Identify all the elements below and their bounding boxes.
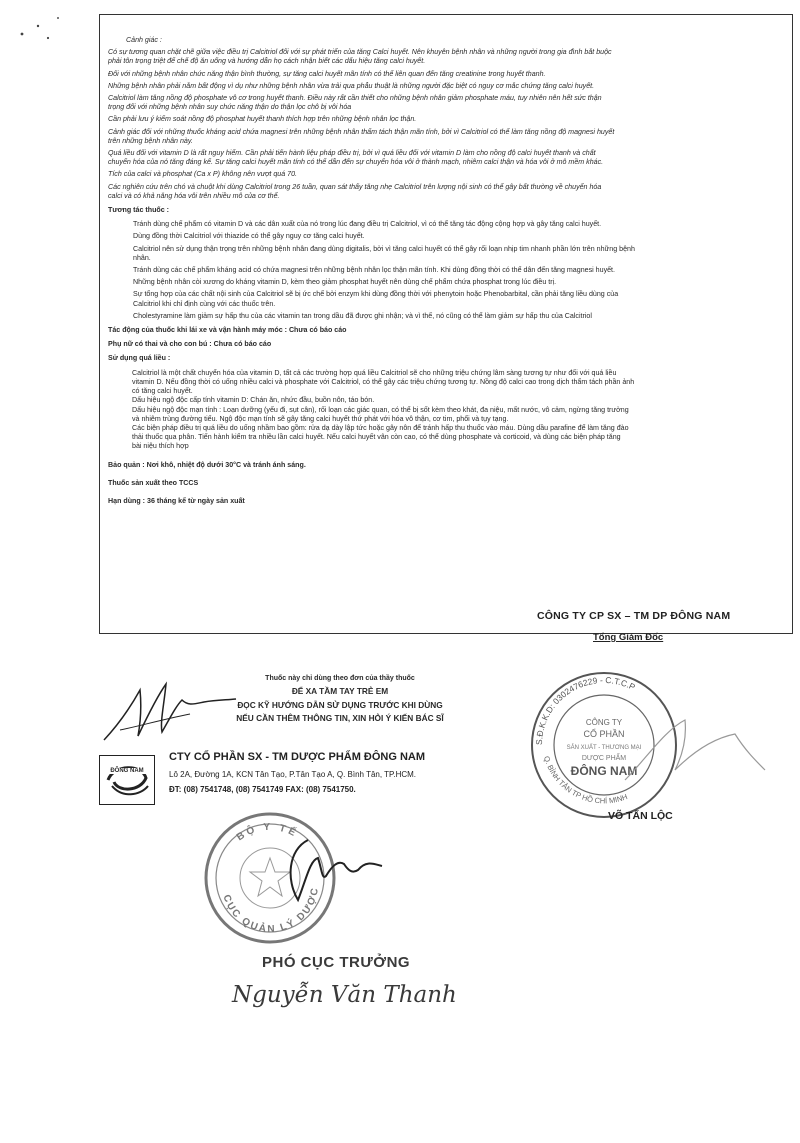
text-line: Đối với những bệnh nhân chức năng thận bình thường, sự tăng calci huyết mãn tính có thể liên quan đến tăng creatinine trong huyết thanh. [108,69,546,78]
warning-line: ĐỂ XA TẦM TAY TRẺ EM [291,686,389,696]
text-line: Tránh dùng chế phẩm có vitamin D và các dẫn xuất của nó trong lúc đang điều trị Calcitriol, vì có thể tăng tác động cộng hợp và gây tăng calci huyết. [133,220,602,229]
text-line: trên những bệnh nhân này. [108,136,193,145]
warning-line: ĐỌC KỸ HƯỚNG DẪN SỬ DỤNG TRƯỚC KHI DÙNG [237,699,443,710]
text-line: Những bệnh nhân còi xương do kháng vitamin D, kèm theo giảm phosphat huyết nên dùng chế phẩm chứa phosphat trong lúc điều trị. [133,278,557,287]
signature-right [615,700,775,790]
stamp-center-line: CÔNG TY [585,718,623,727]
text-line: chuyển hóa của nó tăng đáng kể. Sự tăng calci huyết mãn tính có thể dẫn đến sự chuyển hóa vôi ở thành mạch, nhiễm calci thận và hóa vôi ở mô mềm khác. [108,158,604,167]
text-line: nhân. [133,253,151,262]
text-line: thải thuốc qua phân. Tiến hành kiểm tra nhiều lần calci huyết. Nếu calci huyết vẫn còn cao, có thể dùng phosphate và corticoid, và dùng các biện pháp tăng [132,433,621,442]
company-name: CÔNG TY CP SX – TM DP ĐÔNG NAM [537,610,731,622]
text-line: Quá liều đối với vitamin D là rất nguy hiểm. Cần phải tiến hành liệu pháp điều trị, bởi vì quá liều đối với vitamin D làm cho nồng độ calci huyết thanh và chất [108,149,596,158]
text-line: Có sự tương quan chặt chẽ giữa việc điều trị Calcitriol đối với sự phát triển của tăng Calci huyết. Nên khuyên bệnh nhân và những người trong gia đình bắt buộc [108,48,612,57]
approver-signature [278,830,398,910]
stamp-center-line: SẢN XUẤT - THƯƠNG MẠI [566,745,642,751]
text-line: có tăng calci huyết. [132,387,193,396]
stamp-center-line: CỔ PHẦN [583,729,625,739]
section-driving: Tác động của thuốc khi lái xe và vận hành máy móc : Chưa có báo cáo [108,326,347,335]
text-line: Cảnh giác đối với những thuốc kháng acid chứa magnesi trên những bệnh nhân thẩm tách thận mãn tính, bởi vì Calcitriol có thể làm tăng nồng độ magnesi huyết [108,127,615,136]
section-heading-cautions: Cảnh giác : [126,36,162,44]
signer-name: VÕ TẤN LỘC [608,810,673,822]
stamp-bottom-text: CỤC QUẢN LÝ DƯỢC [220,885,322,936]
section-heading-overdose: Sử dụng quá liều : [108,354,171,363]
manufacturer-contact: ĐT: (08) 7541748, (08) 7541749 FAX: (08) 7541750. [169,785,356,794]
section-storage: Bảo quản : Nơi khô, nhiệt độ dưới 30°C và tránh ánh sáng. [108,460,306,469]
signature-left [100,670,240,750]
prescription-note: Thuốc này chỉ dùng theo đơn của thầy thuốc [265,675,415,682]
company-logo [99,755,155,805]
text-line: Sự tổng hợp của các chất nội sinh của Calcitriol sẽ bị ức chế bởi enzym khi dùng đồng thời với phenytoin hoặc Phenobarbital, cần phải tăng liều dùng của [133,290,619,299]
text-line: Calcitriol khi chỉ định cùng với các thuốc trên. [133,299,276,308]
warning-block [200,673,480,726]
approver-name: Nguyễn Văn Thanh [232,982,457,1008]
manufacturer-address: Lô 2A, Đường 1A, KCN Tân Tạo, P.Tân Tạo A, Q. Bình Tân, TP.HCM. [169,770,417,779]
logo-text: ĐÔNG NAM [102,768,152,774]
text-line: Cholestyramine làm giảm sự hấp thu của các vitamin tan trong dầu đã được ghi nhận; và vì thế, nó cũng có thể làm giảm sự hấp thu của Calcitriol [133,311,592,320]
text-line: Dấu hiệu ngộ độc cấp tính vitamin D: Chán ăn, nhức đầu, buồn nôn, táo bón. [132,396,375,405]
text-line: bài niệu thích hợp [132,442,189,451]
section-pregnancy: Phụ nữ có thai và cho con bú : Chưa có báo cáo [108,340,272,349]
stamp-ring-text: S.Đ.K.K.D: 0302476229 - C.T.C.P [533,674,637,746]
scan-specks [14,8,74,48]
text-line: Các biện pháp điều trị quá liều do uống nhầm bao gồm: rửa dạ dày lập tức hoặc gây nôn để tránh hấp thu thuốc vào máu. Dùng dầu parafine để làm tăng đào [132,423,629,432]
leaflet-body [108,36,784,506]
warning-line: NẾU CẦN THÊM THÔNG TIN, XIN HỎI Ý KIẾN BÁC SĨ [236,713,444,723]
text-line: vitamin D. Nếu đồng thời có uống nhiều calci và phosphate với Calcitriol, có thể gây các triệu chứng tương tự. Nồng độ calci cao trong dịch thẩm tách phần ảnh [132,377,635,386]
text-line: Calcitriol nên sử dụng thận trọng trên những bệnh nhân đang dùng digitalis, bởi vì tăng calci huyết có thể gây rối loạn nhịp tim nhanh phần lớn trên những bệnh [133,244,635,253]
text-line: Calcitriol làm tăng nồng độ phosphate vô cơ trong huyết thanh. Điều này rất cần thiết cho những bệnh nhân giảm phosphate máu, tuy nhiên nên hết sức thận [108,94,602,103]
text-line: Cần phải lưu ý kiểm soát nồng độ phosphat huyết thanh thích hợp trên những bệnh nhân lọc thận. [108,115,417,124]
logo-swirl-icon [100,756,154,804]
approver-title: PHÓ CỤC TRƯỞNG [262,954,411,971]
text-line: Tích của calci và phosphat (Ca x P) không nên vượt quá 70. [108,170,297,179]
stamp-ring-bottom: Q. BÌNH TÂN TP HỒ CHÍ MINH [542,754,629,806]
section-heading-interactions: Tương tác thuốc : [108,206,170,215]
text-line: phải tôn trọng triệt để chế độ ăn uống và hướng dẫn họ cách nhận biết các dấu hiệu tăng calci huyết. [108,57,426,66]
text-line: Tránh dùng các chế phẩm kháng acid có chứa magnesi trên những bệnh nhân lọc thận mãn tính. Khi dùng đồng thời có thể dẫn đến tăng magnesi huyết. [133,266,616,275]
text-line: Dấu hiệu ngộ độc mạn tính : Loạn dưỡng (yếu đi, sụt cân), rối loạn các giác quan, có thể bị sốt kèm theo khát, đa niệu, mất nước, vô cảm, ngừng tăng trưởng [132,405,629,414]
text-line: calci và có khả năng hóa vôi trên nhiều mô của cơ thể. [108,191,280,200]
text-line: trọng đối với những bệnh nhân suy chức năng thận do thận lọc chỗ bị vôi hóa [108,103,352,112]
stamp-center-line: ĐÔNG NAM [570,764,638,778]
manufacturer-name: CTY CỔ PHẦN SX - TM DƯỢC PHẨM ĐÔNG NAM [169,751,426,763]
director-title: Tổng Giám Đốc [593,632,664,643]
text-line: Dùng đồng thời Calcitriol với thiazide có thể gây nguy cơ tăng calci huyết. [133,232,365,241]
text-line: và nhiễm trùng đường tiểu. Ngộ độc mạn tính sẽ gây tăng calci huyết thứ phát với hóa vô thận, cơ tim, phổi và tụy tạng. [132,414,509,423]
stamp-center-line: DƯỢC PHẨM [581,755,627,762]
stamp-top-text: BỘ Y TẾ [234,821,300,844]
text-line: Những bệnh nhân phải nằm bất động vì dụ như những bệnh nhân vừa trải qua phẫu thuật là những người đặc biệt có nguy cơ mắc chứng tăng calci huyết. [108,81,595,90]
text-line: Các nghiên cứu trên chó và chuột khi dùng Calcitriol trong 26 tuần, quan sát thấy tăng nhẹ Calcitriol trên lượng nội sinh có thể gây bất thường về chuyển hóa [108,182,602,191]
text-line: Calcitriol là một chất chuyển hóa của vitamin D, tất cả các trường hợp quá liều Calcitriol sẽ cho những triệu chứng lâm sàng tương tự như đối với quá liều [132,368,617,377]
section-expiry: Hạn dùng : 36 tháng kể từ ngày sản xuất [108,496,245,505]
section-standard: Thuốc sản xuất theo TCCS [108,478,199,487]
